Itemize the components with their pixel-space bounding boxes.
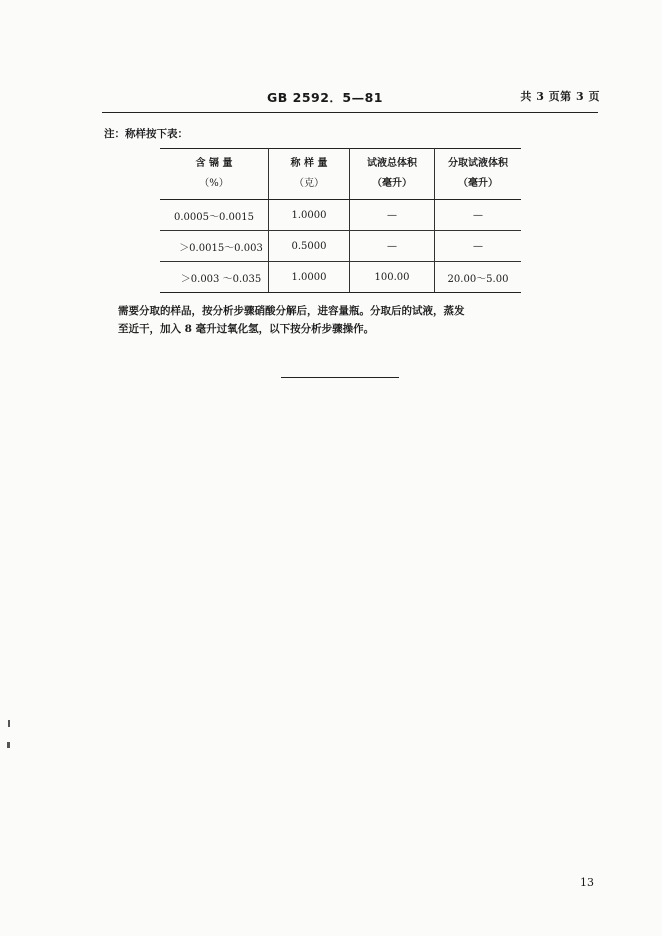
sample-weight-table (160, 148, 521, 293)
page-info: 共 3 页第 3 页 (520, 90, 600, 103)
cell-sample-weight: 0.5000 (269, 231, 350, 262)
cell-sample-weight: 1.0000 (269, 262, 350, 293)
note-label: 注：称样按下表： (104, 128, 188, 140)
cell-sample-weight: 1.0000 (269, 200, 350, 231)
cell-cadmium-range: ＞0.003 ～0.035 (160, 262, 269, 293)
cell-total-volume: — (350, 200, 435, 231)
header-cadmium-content (160, 149, 269, 200)
procedure-paragraph (104, 302, 504, 338)
header-sample-weight (269, 149, 350, 200)
table-row (160, 200, 521, 231)
header-sample-weight-unit: （克） (294, 178, 324, 189)
header-rule (102, 112, 598, 113)
header-total-volume-title: 试液总体积 (367, 158, 417, 169)
scan-speck (7, 742, 10, 748)
header-total-volume-unit: （毫升） (372, 178, 412, 189)
cell-aliquot-volume: — (435, 231, 522, 262)
header-aliquot-volume (435, 149, 522, 200)
cell-cadmium-range: ＞0.0015～0.003 (160, 231, 269, 262)
paragraph-line-2: 至近干，加入 8 毫升过氧化氢，以下按分析步骤操作。 (118, 323, 375, 335)
paragraph-line-1: 需要分取的样品，按分析步骤硝酸分解后，进容量瓶。分取后的试液，蒸发 (118, 305, 465, 317)
table-header-row (160, 149, 521, 200)
header-cadmium-content-unit: （%） (199, 178, 229, 189)
header-sample-weight-title: 称 样 量 (290, 158, 328, 169)
header-cadmium-content-title: 含 镉 量 (195, 158, 233, 169)
table-row (160, 262, 521, 293)
cell-total-volume: 100.00 (350, 262, 435, 293)
cell-total-volume: — (350, 231, 435, 262)
standard-number: GB 2592．5—81 (266, 90, 384, 105)
header-total-volume (350, 149, 435, 200)
table-row (160, 231, 521, 262)
cell-cadmium-range: 0.0005～0.0015 (160, 200, 269, 231)
header-aliquot-volume-unit: （毫升） (458, 178, 498, 189)
cell-aliquot-volume: 20.00～5.00 (435, 262, 522, 293)
cell-aliquot-volume: — (435, 200, 522, 231)
page-number: 13 (580, 876, 594, 889)
section-end-rule (281, 377, 399, 378)
header-aliquot-volume-title: 分取试液体积 (448, 158, 508, 169)
scan-speck (8, 720, 10, 727)
